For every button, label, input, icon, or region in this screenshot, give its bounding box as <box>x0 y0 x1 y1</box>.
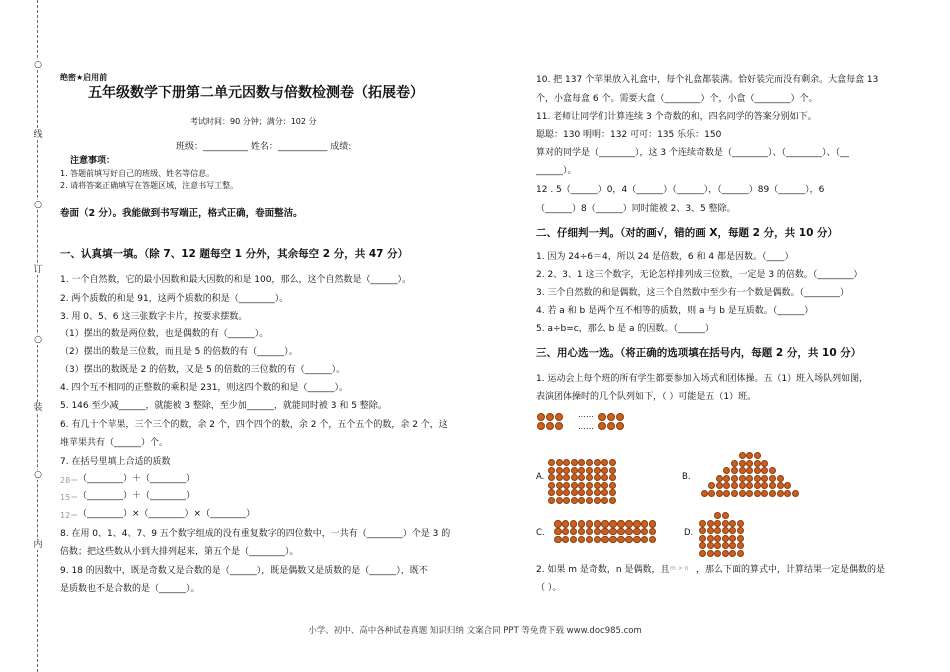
option-c-label: C. <box>536 528 545 538</box>
binding-label-line: 线 <box>33 130 43 140</box>
formation-a-dot <box>601 482 608 489</box>
formation-d-dot <box>722 512 729 519</box>
formation-c-dot <box>609 528 617 536</box>
formation-d-dot <box>722 520 729 527</box>
question-1-3-1: （1）摆出的数是两位数，也是偶数的有（______）。 <box>60 329 269 339</box>
option-d-label: D. <box>684 528 694 538</box>
question-3-2: 2. 如果 m 是奇数，n 是偶数，且 <box>536 565 670 575</box>
formation-b-dot <box>731 482 738 489</box>
formation-d-dot <box>737 527 744 534</box>
formation-a-dot <box>586 482 593 489</box>
formation-d-dot <box>699 520 706 527</box>
formation-a-dot <box>556 467 563 474</box>
formation-c-dot <box>609 536 617 544</box>
page-title: 五年级数学下册第二单元因数与倍数检测卷（拓展卷） <box>88 85 424 101</box>
formation-b-dot <box>769 475 776 482</box>
formation-b-dot <box>777 490 784 497</box>
lineup-dot <box>555 422 563 430</box>
q7-blank-row: （________）＋（________） <box>78 474 196 484</box>
question-1-3: 3. 用 0、5、6 这三张数字卡片，按要求摆数。 <box>60 312 248 322</box>
notice-title: 注意事项： <box>70 156 116 166</box>
formation-a-dot <box>601 497 608 504</box>
q7-prefix: 15＝ <box>60 493 79 502</box>
formation-c-dot <box>641 536 649 544</box>
formation-a-dot <box>571 474 578 481</box>
question-1-6: 6. 有几十个苹果，三个三个的数，余 2 个，四个四个的数，余 2 个，五个五个的数，余 2 个，这 <box>60 420 448 430</box>
formation-a-dot <box>548 467 555 474</box>
formation-d-dot <box>737 520 744 527</box>
formation-c-dot <box>586 536 594 544</box>
question-1-5: 5. 146 至少减______，就能被 3 整除，至少加______，就能同时被 3 和 5 整除。 <box>60 401 387 411</box>
formation-c-dot <box>562 528 570 536</box>
question-1-8-cont: 倍数；把这些数从小到大排列起来，第五个是（________）。 <box>60 547 299 557</box>
page-footer: 小学、初中、高中各种试卷真题 知识归纳 文案合同 PPT 等免费下载 www.doc985.com <box>308 626 642 636</box>
question-1-10-cont: 个，小盒每盒 6 个。需要大盒（________）个，小盒（________）个。 <box>536 94 818 104</box>
question-1-12: 12 . 5（______）0，4（______）（______），（______）89（______），6 <box>536 185 825 195</box>
formation-a-dot <box>578 482 585 489</box>
formation-a-dot <box>571 467 578 474</box>
formation-b-dot <box>746 460 753 467</box>
lineup-dot <box>546 413 554 421</box>
formation-b-dot <box>731 475 738 482</box>
formation-b-dot <box>754 467 761 474</box>
formation-c-dot <box>570 536 578 544</box>
formation-d-dot <box>714 542 721 549</box>
formation-d-dot <box>707 535 714 542</box>
question-1-2: 2. 两个质数的和是 91，这两个质数的积是（________）。 <box>60 294 289 304</box>
formation-a-dot <box>548 497 555 504</box>
formation-d-dot <box>722 535 729 542</box>
question-1-11-cont: 算对的同学是（________），这 3 个连续奇数是（________）、（________）、（__ <box>536 148 849 158</box>
formation-a-dot <box>563 459 570 466</box>
question-3-2-cont: （ ）。 <box>536 583 562 593</box>
formation-a-dot <box>586 497 593 504</box>
formation-b-dot <box>784 482 791 489</box>
formation-c-dot <box>578 520 586 528</box>
formation-b-dot <box>784 490 791 497</box>
formation-c-dot <box>625 520 633 528</box>
formation-c-dot <box>594 536 602 544</box>
formation-a-dot <box>548 459 555 466</box>
question-1-11: 11. 老师让同学们计算连续 3 个奇数的和，四名同学的答案分别如下。 <box>536 112 817 122</box>
binding-label-order: 订 <box>33 265 43 275</box>
formation-b-dot <box>739 452 746 459</box>
q7-prefix: 28＝ <box>60 476 79 485</box>
formation-c-dot <box>609 520 617 528</box>
class-name-score-line: 班级：__________ 姓名：___________ 成绩: <box>176 142 352 152</box>
formation-b-dot <box>777 482 784 489</box>
question-3-1: 1. 运动会上每个班的所有学生都要参加入场式和团体操。五（1）班入场队列如图， <box>536 374 869 384</box>
formation-b-dot <box>731 460 738 467</box>
formation-c-dot <box>601 520 609 528</box>
formation-a-dot <box>586 474 593 481</box>
formation-c-dot <box>617 520 625 528</box>
formation-d-dot <box>714 550 721 557</box>
formation-b-dot <box>731 467 738 474</box>
formation-d-dot <box>729 550 736 557</box>
formation-c-dot <box>625 528 633 536</box>
formation-b-dot <box>746 467 753 474</box>
formation-a-dot <box>594 497 601 504</box>
formation-d-dot <box>714 512 721 519</box>
formation-a-dot <box>578 459 585 466</box>
lineup-dot <box>537 413 545 421</box>
formation-b-dot <box>723 490 730 497</box>
formation-a-dot <box>556 459 563 466</box>
formation-b-dot <box>761 482 768 489</box>
formation-b-dot <box>746 452 753 459</box>
section1-heading: 一、认真填一填。（除 7、12 题每空 1 分外，其余每空 2 分，共 47 分） <box>60 248 409 260</box>
formation-b-dot <box>754 475 761 482</box>
formation-b-dot <box>792 490 799 497</box>
formation-c-dot <box>633 528 641 536</box>
q2-condition: m > n <box>670 565 689 572</box>
lineup-dot <box>546 422 554 430</box>
formation-a-dot <box>609 459 616 466</box>
binding-circle: ○ <box>32 200 44 210</box>
formation-c-dot <box>578 536 586 544</box>
formation-c-dot <box>578 528 586 536</box>
question-1-3-2: （2）摆出的数是三位数，而且是 5 的倍数的有（______）。 <box>60 347 298 357</box>
binding-circle: ○ <box>32 335 44 345</box>
formation-d-dot <box>707 542 714 549</box>
formation-c-dot <box>641 528 649 536</box>
formation-d-dot <box>722 550 729 557</box>
formation-c-dot <box>625 536 633 544</box>
formation-b-dot <box>716 475 723 482</box>
formation-b-dot <box>708 482 715 489</box>
formation-a-dot <box>609 497 616 504</box>
formation-b-dot <box>761 490 768 497</box>
formation-c-dot <box>649 536 657 544</box>
formation-a-dot <box>563 467 570 474</box>
formation-a-dot <box>609 474 616 481</box>
question-1-9-cont: 是质数也不是合数的是（______）。 <box>60 584 200 594</box>
formation-b-dot <box>754 460 761 467</box>
formation-b-dot <box>716 482 723 489</box>
formation-a-dot <box>556 482 563 489</box>
formation-d-dot <box>714 527 721 534</box>
formation-d-dot <box>737 550 744 557</box>
formation-b-dot <box>739 482 746 489</box>
formation-d-dot <box>707 550 714 557</box>
formation-a-dot <box>601 489 608 496</box>
formation-b-dot <box>746 475 753 482</box>
option-a-label: A. <box>536 472 545 482</box>
formation-d-dot <box>737 535 744 542</box>
section2-heading: 二、仔细判一判。（对的画√，错的画 X，每题 2 分，共 10 分） <box>536 227 839 239</box>
formation-c-dot <box>562 536 570 544</box>
formation-a-dot <box>609 482 616 489</box>
q7-blank-row: （________）＋（________） <box>78 491 196 501</box>
formation-c-dot <box>554 536 562 544</box>
formation-c-dot <box>601 536 609 544</box>
formation-d-dot <box>722 542 729 549</box>
formation-c-dot <box>633 520 641 528</box>
formation-c-dot <box>570 528 578 536</box>
formation-d-dot <box>699 527 706 534</box>
q7-blank-row: （________）×（________）×（________） <box>78 509 256 519</box>
formation-b-dot <box>723 475 730 482</box>
notice-item: 2. 请将答案正确填写在答题区域，注意书写工整。 <box>60 181 239 190</box>
formation-a-dot <box>548 474 555 481</box>
formation-b-dot <box>731 490 738 497</box>
formation-c-dot <box>554 528 562 536</box>
question-1-8: 8. 在用 0、1、4、7、9 五个数字组成的没有重复数字的四位数中，一共有（________）个是 3 的 <box>60 529 451 539</box>
formation-a-dot <box>571 459 578 466</box>
q11-student-answers: 聪聪：130 明明：132 可可：135 乐乐：150 <box>536 130 722 140</box>
lineup-dot <box>616 413 624 421</box>
formation-d-dot <box>714 535 721 542</box>
lineup-dot <box>537 422 545 430</box>
formation-a-dot <box>556 489 563 496</box>
lineup-dot <box>607 413 615 421</box>
question-2-4: 4. 若 a 和 b 是两个互不相等的质数，则 a 与 b 是互质数。（______） <box>536 306 814 316</box>
ellipsis-bottom: …… <box>578 422 594 431</box>
question-3-2-rest: ，那么下面的算式中，计算结果一定是偶数的是 <box>696 565 886 575</box>
formation-b-dot <box>739 460 746 467</box>
formation-d-dot <box>722 527 729 534</box>
formation-b-dot <box>708 490 715 497</box>
binding-margin <box>34 0 42 672</box>
formation-b-dot <box>769 467 776 474</box>
formation-b-dot <box>769 490 776 497</box>
formation-b-dot <box>746 482 753 489</box>
formation-a-dot <box>556 474 563 481</box>
formation-a-dot <box>563 497 570 504</box>
formation-b-dot <box>777 475 784 482</box>
lineup-dot <box>598 413 606 421</box>
formation-a-dot <box>556 497 563 504</box>
formation-a-dot <box>594 467 601 474</box>
formation-b-dot <box>754 452 761 459</box>
binding-circle: ○ <box>32 470 44 480</box>
formation-c-dot <box>594 528 602 536</box>
section3-heading: 三、用心选一选。（将正确的选项填在括号内，每题 2 分，共 10 分） <box>536 347 862 359</box>
formation-b-dot <box>739 467 746 474</box>
formation-a-dot <box>586 489 593 496</box>
question-2-3: 3. 三个自然数的和是偶数，这三个自然数中至少有一个数是偶数。（________） <box>536 288 849 298</box>
ellipsis-top: …… <box>578 410 594 419</box>
question-1-10: 10. 把 137 个苹果放入礼盒中，每个礼盒都装满。恰好装完而没有剩余。大盒每盒 13 <box>536 75 879 85</box>
formation-b-dot <box>746 490 753 497</box>
formation-c-dot <box>586 528 594 536</box>
formation-c-dot <box>649 528 657 536</box>
binding-circle: ○ <box>32 60 44 70</box>
formation-d-dot <box>737 542 744 549</box>
formation-a-dot <box>563 482 570 489</box>
formation-b-dot <box>754 490 761 497</box>
formation-c-dot <box>562 520 570 528</box>
binding-label-inner: 内 <box>33 540 43 550</box>
formation-c-dot <box>594 520 602 528</box>
formation-c-dot <box>554 520 562 528</box>
formation-c-dot <box>617 528 625 536</box>
formation-d-dot <box>699 535 706 542</box>
formation-d-dot <box>729 527 736 534</box>
formation-a-dot <box>609 489 616 496</box>
formation-d-dot <box>729 535 736 542</box>
formation-b-dot <box>723 467 730 474</box>
formation-d-dot <box>729 542 736 549</box>
option-b-label: B. <box>682 472 691 482</box>
formation-a-dot <box>609 467 616 474</box>
formation-c-dot <box>641 520 649 528</box>
formation-a-dot <box>586 467 593 474</box>
formation-b-dot <box>769 482 776 489</box>
question-1-11-cont: ______）。 <box>536 166 577 176</box>
formation-a-dot <box>586 459 593 466</box>
formation-a-dot <box>571 482 578 489</box>
question-2-2: 2. 2、3、1 这三个数字，无论怎样排列成三位数，一定是 3 的倍数。（________） <box>536 270 863 280</box>
formation-a-dot <box>594 474 601 481</box>
notice-item: 1. 答题前填写好自己的班级、姓名等信息。 <box>60 169 215 178</box>
formation-a-dot <box>594 459 601 466</box>
formation-a-dot <box>601 474 608 481</box>
formation-a-dot <box>578 474 585 481</box>
formation-d-dot <box>729 520 736 527</box>
formation-a-dot <box>578 489 585 496</box>
formation-c-dot <box>649 520 657 528</box>
formation-c-dot <box>617 536 625 544</box>
lineup-dot <box>555 413 563 421</box>
lineup-dot <box>607 422 615 430</box>
lineup-dot <box>616 422 624 430</box>
formation-d-dot <box>699 542 706 549</box>
formation-a-dot <box>571 497 578 504</box>
formation-b-dot <box>739 490 746 497</box>
formation-a-dot <box>548 482 555 489</box>
question-1-9: 9. 18 的因数中，既是奇数又是合数的是（______），既是偶数又是质数的是（______），既不 <box>60 566 428 576</box>
formation-a-dot <box>578 497 585 504</box>
formation-d-dot <box>707 527 714 534</box>
neatness-note: 卷面（2 分）。我能做到书写端正，格式正确，卷面整洁。 <box>60 208 303 219</box>
formation-a-dot <box>563 489 570 496</box>
formation-c-dot <box>570 520 578 528</box>
formation-d-dot <box>714 520 721 527</box>
formation-d-dot <box>707 520 714 527</box>
formation-a-dot <box>548 489 555 496</box>
question-1-4: 4. 四个互不相同的正整数的乘积是 231，则这四个数的和是（______）。 <box>60 383 348 393</box>
question-2-5: 5. a÷b=c，那么 b 是 a 的因数。（______） <box>536 324 714 334</box>
question-1-6-cont: 堆苹果共有（______）个。 <box>60 438 169 448</box>
formation-b-dot <box>716 490 723 497</box>
formation-a-dot <box>594 482 601 489</box>
formation-b-dot <box>723 482 730 489</box>
formation-b-dot <box>701 490 708 497</box>
question-3-1-cont: 表演团体操时的几个队列如下，（ ）可能是五（1）班。 <box>536 392 757 402</box>
binding-label-bind: 装 <box>33 403 43 413</box>
exam-info: 考试时间：90 分钟；满分：102 分 <box>190 117 317 126</box>
formation-a-dot <box>563 474 570 481</box>
formation-b-dot <box>739 475 746 482</box>
formation-c-dot <box>586 520 594 528</box>
question-1-7: 7. 在括号里填上合适的质数 <box>60 457 171 467</box>
secret-label: 绝密★启用前 <box>60 73 108 82</box>
formation-a-dot <box>601 459 608 466</box>
question-1-1: 1. 一个自然数，它的最小因数和最大因数的和是 100，那么，这个自然数是（______）。 <box>60 275 411 285</box>
formation-b-dot <box>761 475 768 482</box>
formation-c-dot <box>601 528 609 536</box>
lineup-dot <box>598 422 606 430</box>
q7-prefix: 12＝ <box>60 511 79 520</box>
formation-b-dot <box>761 460 768 467</box>
formation-a-dot <box>578 467 585 474</box>
formation-a-dot <box>594 489 601 496</box>
formation-a-dot <box>571 489 578 496</box>
question-1-12-cont: （______）8（______）同时能被 2、3、5 整除。 <box>536 204 736 214</box>
formation-d-dot <box>699 550 706 557</box>
formation-c-dot <box>633 536 641 544</box>
formation-b-dot <box>754 482 761 489</box>
formation-a-dot <box>601 467 608 474</box>
question-1-3-3: （3）摆出的数既是 2 的倍数，又是 5 的倍数的三位数的有（______）。 <box>60 365 346 375</box>
formation-b-dot <box>761 467 768 474</box>
question-2-1: 1. 因为 24÷6＝4，所以 24 是倍数，6 和 4 都是因数。（____） <box>536 252 794 262</box>
